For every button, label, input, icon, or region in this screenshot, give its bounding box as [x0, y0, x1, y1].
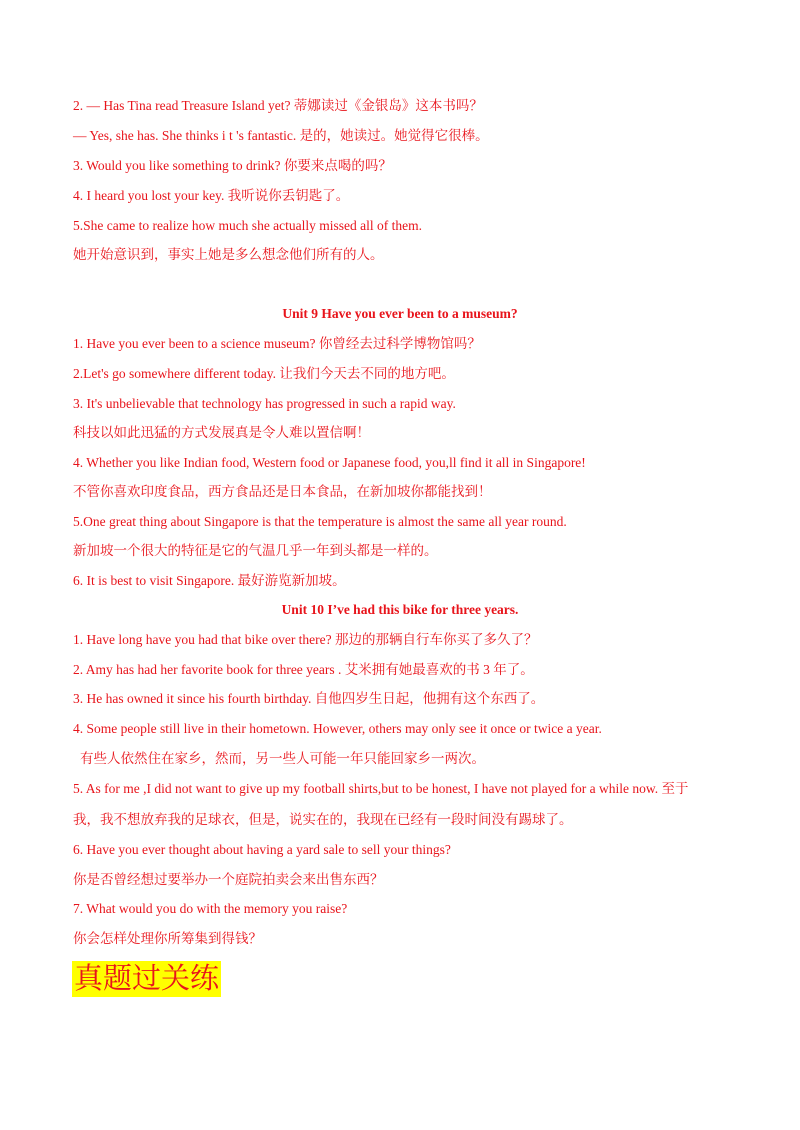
- sentence-line: 4. Whether you like Indian food, Western food or Japanese food, you,ll find it all in Singapore!: [73, 455, 586, 470]
- sentence-line: 她开始意识到，事实上她是多么想念他们所有的人。: [73, 247, 384, 262]
- sentence-line: 新加坡一个很大的特征是它的气温几乎一年到头都是一样的。: [73, 543, 438, 558]
- sentence-line: 6. Have you ever thought about having a yard sale to sell your things?: [73, 842, 451, 857]
- sentence-line: 你会怎样处理你所筹集到得钱？: [73, 931, 262, 946]
- unit-9-heading: Unit 9 Have you ever been to a museum?: [282, 306, 518, 321]
- sentence-line: 3. He has owned it since his fourth birthday. 自他四岁生日起，他拥有这个东西了。: [73, 691, 545, 706]
- sentence-line: 2.Let's go somewhere different today. 让我们今天去不同的地方吧。: [73, 366, 455, 381]
- sentence-line: 有些人依然住在家乡，然而，另一些人可能一年只能回家乡一两次。: [80, 751, 485, 766]
- sentence-line: 6. It is best to visit Singapore. 最好游览新加坡。: [73, 573, 346, 588]
- sentence-line: 1. Have long have you had that bike over there? 那边的那辆自行车你买了多久了？: [73, 632, 538, 647]
- section-title-highlighted: 真题过关练: [74, 963, 220, 995]
- sentence-line: 科技以如此迅猛的方式发展真是令人难以置信啊！: [73, 425, 370, 440]
- sentence-line: 5.One great thing about Singapore is that the temperature is almost the same all year round.: [73, 514, 567, 529]
- sentence-line: 3. It's unbelievable that technology has progressed in such a rapid way.: [73, 396, 456, 411]
- sentence-line: 2. Amy has had her favorite book for three years . 艾米拥有她最喜欢的书 3 年了。: [73, 662, 534, 677]
- sentence-line: 3. Would you like something to drink? 你要来点喝的吗？: [73, 158, 392, 173]
- unit-10-heading: Unit 10 I’ve had this bike for three years.: [281, 602, 519, 617]
- sentence-line: 5.She came to realize how much she actually missed all of them.: [73, 218, 423, 233]
- sentence-line: 5. As for me ,I did not want to give up my football shirts,but to be honest, I have not played for a while now. 至于: [73, 781, 689, 796]
- sentence-line: 4. Some people still live in their hometown. However, others may only see it once or twice a year.: [73, 721, 602, 736]
- sentence-line: 2. — Has Tina read Treasure Island yet? 蒂娜读过《金银岛》这本书吗？: [73, 98, 483, 113]
- sentence-line: 你是否曾经想过要举办一个庭院拍卖会来出售东西？: [73, 872, 384, 887]
- sentence-line: 4. I heard you lost your key. 我听说你丢钥匙了。: [73, 188, 350, 203]
- sentence-line: 我，我不想放弃我的足球衣，但是，说实在的，我现在已经有一段时间没有踢球了。: [73, 812, 573, 827]
- sentence-line: 7. What would you do with the memory you raise?: [73, 901, 348, 916]
- sentence-line: 不管你喜欢印度食品，西方食品还是日本食品，在新加坡你都能找到！: [73, 484, 492, 499]
- sentence-line: — Yes, she has. She thinks i t 's fantastic. 是的，她读过。她觉得它很棒。: [73, 128, 489, 143]
- sentence-line: 1. Have you ever been to a science museum? 你曾经去过科学博物馆吗？: [73, 336, 481, 351]
